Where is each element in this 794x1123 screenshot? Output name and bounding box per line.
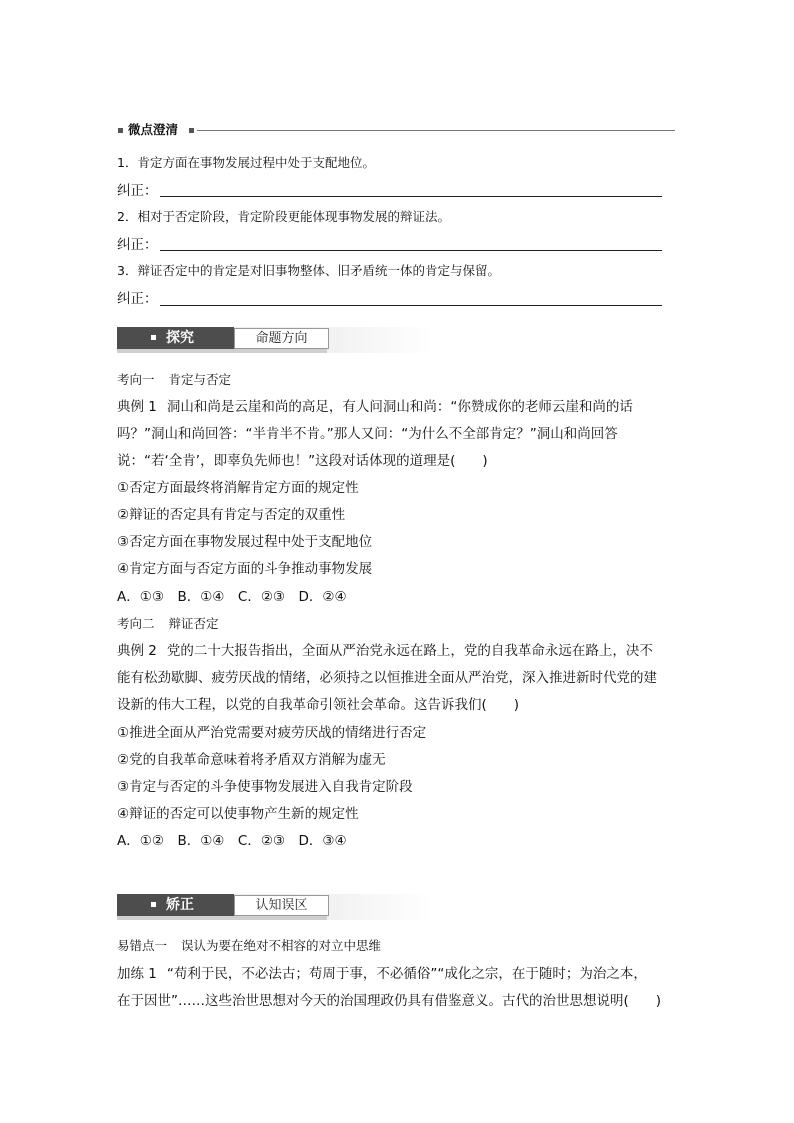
banner-shadow bbox=[117, 916, 327, 920]
banner-square-icon bbox=[151, 335, 156, 340]
example-1-option-1: ①否定方面最终将消解肯定方面的规定性 bbox=[117, 480, 359, 496]
correction-label-3: 纠正： bbox=[117, 291, 158, 307]
direction-2-title: 辩证否定 bbox=[168, 616, 219, 631]
example-2-option-1: ①推进全面从严治党需要对疲劳厌战的情绪进行否定 bbox=[117, 725, 427, 741]
clarify-statement-3: 3．辩证否定中的肯定是对旧事物整体、旧矛盾统一体的肯定与保留。 bbox=[117, 263, 500, 278]
drill-1-line-1: 加练 1 “苟利于民，不必法古；苟周于事，不必循俗”“成化之宗，在于随时；为治之本， bbox=[117, 966, 647, 982]
correction-label-1: 纠正： bbox=[117, 183, 158, 199]
correction-line-3[interactable] bbox=[160, 305, 662, 306]
example-1-choices: A．①③ B．①④ C．②③ D．②④ bbox=[117, 589, 347, 605]
explore-tag-label: 探究 bbox=[166, 330, 194, 346]
example-2-option-3: ③肯定与否定的斗争使事物发展进入自我肯定阶段 bbox=[117, 779, 413, 795]
direction-2 bbox=[117, 616, 219, 632]
example-2-choices: A．①② B．①④ C．②③ D．③④ bbox=[117, 833, 347, 849]
direction-1-title: 肯定与否定 bbox=[168, 372, 232, 387]
header-rule bbox=[197, 130, 675, 131]
drill-1-line-2: 在于因世”……这些治世思想对今天的治国理政仍具有借鉴意义。古代的治世思想说明( ) bbox=[117, 993, 662, 1009]
example-1-line-2: 吗？”洞山和尚回答：“半肯半不肯。”那人又问：“为什么不全部肯定？”洞山和尚回答 bbox=[117, 426, 618, 442]
example-1-line-1: 典例 1 洞山和尚是云崖和尚的高足，有人问洞山和尚：“你赞成你的老师云崖和尚的话 bbox=[117, 399, 633, 415]
direction-1 bbox=[117, 372, 231, 388]
example-1-option-2: ②辩证的否定具有肯定与否定的双重性 bbox=[117, 507, 346, 523]
correction-line-1[interactable] bbox=[160, 196, 662, 197]
example-1-option-3: ③否定方面在事物发展过程中处于支配地位 bbox=[117, 534, 373, 550]
example-2-option-4: ④辩证的否定可以使事物产生新的规定性 bbox=[117, 806, 359, 822]
header-marker-right bbox=[189, 128, 194, 133]
correct-subtitle: 认知误区 bbox=[234, 895, 329, 916]
clarify-statement-1: 1．肯定方面在事物发展过程中处于支配地位。 bbox=[117, 155, 375, 170]
example-1-label: 典例 1 bbox=[117, 399, 157, 415]
error-point-1-label: 易错点一 bbox=[117, 938, 168, 953]
header-marker-left bbox=[118, 128, 123, 133]
example-2-option-2: ②党的自我革命意味着将矛盾双方消解为虚无 bbox=[117, 752, 386, 768]
example-2-line-2: 能有松劲歇脚、疲劳厌战的情绪，必须持之以恒推进全面从严治党，深入推进新时代党的建 bbox=[117, 670, 657, 686]
explore-banner bbox=[117, 327, 432, 353]
clarify-header: 微点澄清 bbox=[128, 122, 179, 137]
error-point-1 bbox=[117, 938, 381, 954]
correct-tag-label: 矫正 bbox=[166, 897, 194, 913]
example-2-line-1: 典例 2 党的二十大报告指出，全面从严治党永远在路上，党的自我革命永远在路上，决不 bbox=[117, 643, 653, 659]
example-2-label: 典例 2 bbox=[117, 643, 157, 659]
explore-tag bbox=[117, 327, 234, 349]
direction-2-label: 考向二 bbox=[117, 616, 155, 631]
error-point-1-title: 误认为要在绝对不相容的对立中思维 bbox=[181, 938, 382, 953]
correction-label-2: 纠正： bbox=[117, 237, 158, 253]
drill-1-label: 加练 1 bbox=[117, 966, 157, 982]
correction-line-2[interactable] bbox=[160, 250, 662, 251]
direction-1-label: 考向一 bbox=[117, 372, 155, 387]
correct-banner bbox=[117, 894, 432, 920]
explore-subtitle: 命题方向 bbox=[234, 328, 329, 349]
correct-tag bbox=[117, 894, 234, 916]
banner-square-icon bbox=[151, 902, 156, 907]
example-1-option-4: ④肯定方面与否定方面的斗争推动事物发展 bbox=[117, 561, 373, 577]
clarify-statement-2: 2．相对于否定阶段，肯定阶段更能体现事物发展的辩证法。 bbox=[117, 209, 450, 224]
example-2-line-3: 设新的伟大工程，以党的自我革命引领社会革命。这告诉我们( ) bbox=[117, 697, 520, 713]
banner-shadow bbox=[117, 349, 327, 353]
example-1-line-3: 说：“若‘全肯’，即辜负先师也！”这段对话体现的道理是( ) bbox=[117, 453, 488, 469]
